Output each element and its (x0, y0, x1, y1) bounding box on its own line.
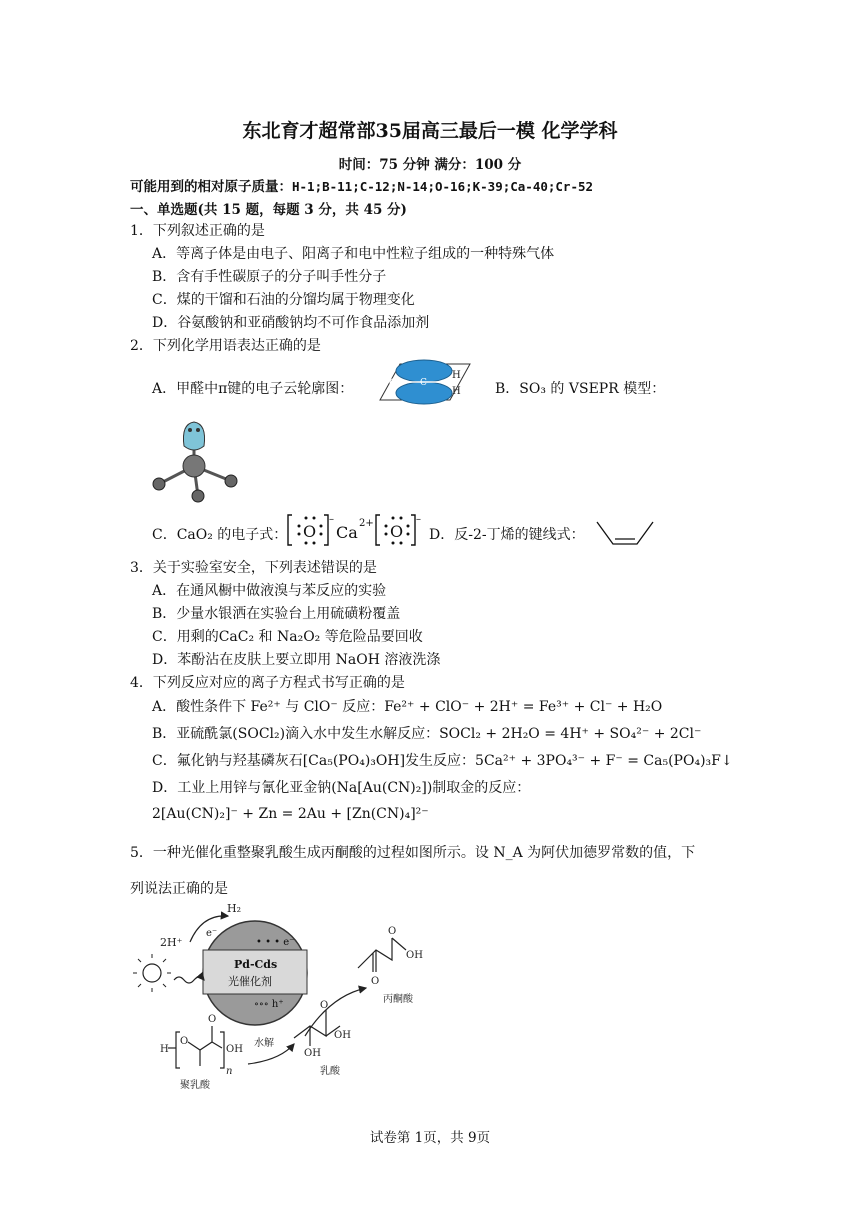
q5-stem-line1: 5．一种光催化重整聚乳酸生成丙酮酸的过程如图所示。设 N_A 为阿伏加德罗常数的值，下 (130, 845, 696, 861)
catalyst-name: Pd-Cds (234, 958, 278, 971)
poly-carbonyl-o: O (208, 1014, 217, 1025)
pi-bond-cloud-figure (366, 358, 478, 408)
pi-cloud-h2-label: H (452, 386, 461, 397)
pi-cloud-h1-label: H (452, 370, 461, 381)
q2-option-c: C．CaO₂ 的电子式： (152, 527, 288, 543)
atomic-mass-label: 可能用到的相对原子质量： (130, 179, 292, 195)
q3-option-b: B．少量水银洒在实验台上用硫磺粉覆盖 (152, 606, 401, 622)
atomic-mass-line (130, 175, 593, 195)
hydrolysis-label: 水解 (254, 1038, 274, 1049)
polylactic-acid-label: 聚乳酸 (180, 1080, 210, 1091)
anion-charge-left: – (329, 514, 334, 525)
q1-option-c: C．煤的干馏和石油的分馏均属于物理变化 (152, 292, 415, 308)
poly-ether-o: O (180, 1036, 189, 1047)
q2-stem: 2．下列化学用语表达正确的是 (130, 338, 321, 354)
pi-cloud-c-label: C (420, 378, 427, 388)
q4-option-a: A．酸性条件下 Fe²⁺ 与 ClO⁻ 反应：Fe²⁺ + ClO⁻ + 2H⁺ = Fe³⁺ + Cl⁻ + H₂O (152, 699, 663, 715)
page-title: 东北育才超常部35届高三最后一模 化学学科 (242, 120, 618, 142)
calcium-symbol: Ca (336, 523, 358, 542)
lactic-acid-structure (294, 1000, 351, 1077)
q4-stem: 4．下列反应对应的离子方程式书写正确的是 (130, 675, 405, 691)
lactic-acid-label: 乳酸 (320, 1066, 340, 1077)
poly-n: n (226, 1066, 233, 1077)
section-heading: 一、单选题(共 15 题，每题 3 分，共 45 分) (130, 202, 407, 218)
sun-icon (133, 954, 171, 992)
calcium-charge: 2+ (359, 518, 374, 529)
catalyst-label: 光催化剂 (228, 975, 272, 988)
q3-option-a: A．在通风橱中做液溴与苯反应的实验 (152, 583, 387, 599)
q2-option-a: A．甲醛中π键的电子云轮廓图： (152, 381, 354, 397)
pyruvic-carbonyl-o: O (388, 926, 397, 937)
q3-option-c: C．用剩的CaC₂ 和 Na₂O₂ 等危险品要回收 (152, 629, 423, 645)
q5-stem-line2: 列说法正确的是 (130, 881, 228, 897)
polylactic-acid-structure (160, 1014, 243, 1091)
pyruvic-acid-structure (358, 926, 423, 1005)
lactic-oh2: OH (304, 1048, 321, 1059)
q2-option-b: B．SO₃ 的 VSEPR 模型： (495, 381, 666, 397)
pyruvic-oh: OH (406, 950, 423, 961)
poly-h: H (160, 1044, 169, 1055)
photocatalysis-diagram (130, 898, 470, 1094)
trans-2-butene-skeletal (593, 518, 657, 548)
h-plus-label: 2H⁺ (160, 936, 183, 949)
peroxide-o2: O (390, 522, 404, 541)
q4-option-d-equation: 2[Au(CN)₂]⁻ + Zn = 2Au + [Zn(CN)₄]²⁻ (152, 806, 429, 822)
atomic-mass-values: H-1;B-11;C-12;N-14;O-16;K-39;Ca-40;Cr-52 (292, 179, 594, 194)
pi-cloud-o-label: O (389, 378, 398, 389)
q1-option-d: D．谷氨酸钠和亚硝酸钠均不可作食品添加剂 (152, 315, 430, 331)
lactic-oh: OH (334, 1030, 351, 1041)
q2-option-d: D．反-2-丁烯的键线式： (429, 527, 585, 543)
cao2-electron-formula (284, 512, 424, 548)
pyruvic-acid-label: 丙酮酸 (383, 994, 413, 1005)
anion-charge-right: – (416, 514, 421, 525)
q1-option-b: B．含有手性碳原子的分子叫手性分子 (152, 269, 387, 285)
so3-vsepr-model (145, 418, 245, 504)
peroxide-o1: O (303, 522, 317, 541)
poly-oh: OH (226, 1044, 243, 1055)
q4-option-d: D．工业上用锌与氰化亚金钠(Na[Au(CN)₂])制取金的反应： (152, 780, 531, 796)
page-footer: 试卷第 1页，共 9页 (369, 1130, 491, 1146)
q4-option-b: B．亚硫酰氯(SOCl₂)滴入水中发生水解反应：SOCl₂ + 2H₂O = 4H⁺ + SO₄²⁻ + 2Cl⁻ (152, 726, 702, 742)
exam-info: 时间：75 分钟 满分：100 分 (338, 157, 522, 173)
lactic-o: O (320, 1000, 329, 1011)
q4-option-c: C．氟化钠与羟基磷灰石[Ca₅(PO₄)₃OH]发生反应：5Ca²⁺ + 3PO₄³⁻ + F⁻ = Ca₅(PO₄)₃F↓ (152, 753, 733, 769)
electron-dots: • • • e⁻ (256, 937, 295, 948)
electron-label: e⁻ (206, 928, 218, 939)
q3-option-d: D．苯酚沾在皮肤上要立即用 NaOH 溶液洗涤 (152, 652, 441, 668)
q1-stem: 1．下列叙述正确的是 (130, 223, 265, 239)
h2-label: H₂ (227, 902, 242, 915)
q3-stem: 3．关于实验室安全，下列表述错误的是 (130, 560, 377, 576)
q1-option-a: A．等离子体是由电子、阳离子和电中性粒子组成的一种特殊气体 (152, 246, 555, 262)
pyruvic-o: O (371, 976, 380, 987)
hole-dots: ∘∘∘ h⁺ (254, 999, 284, 1010)
